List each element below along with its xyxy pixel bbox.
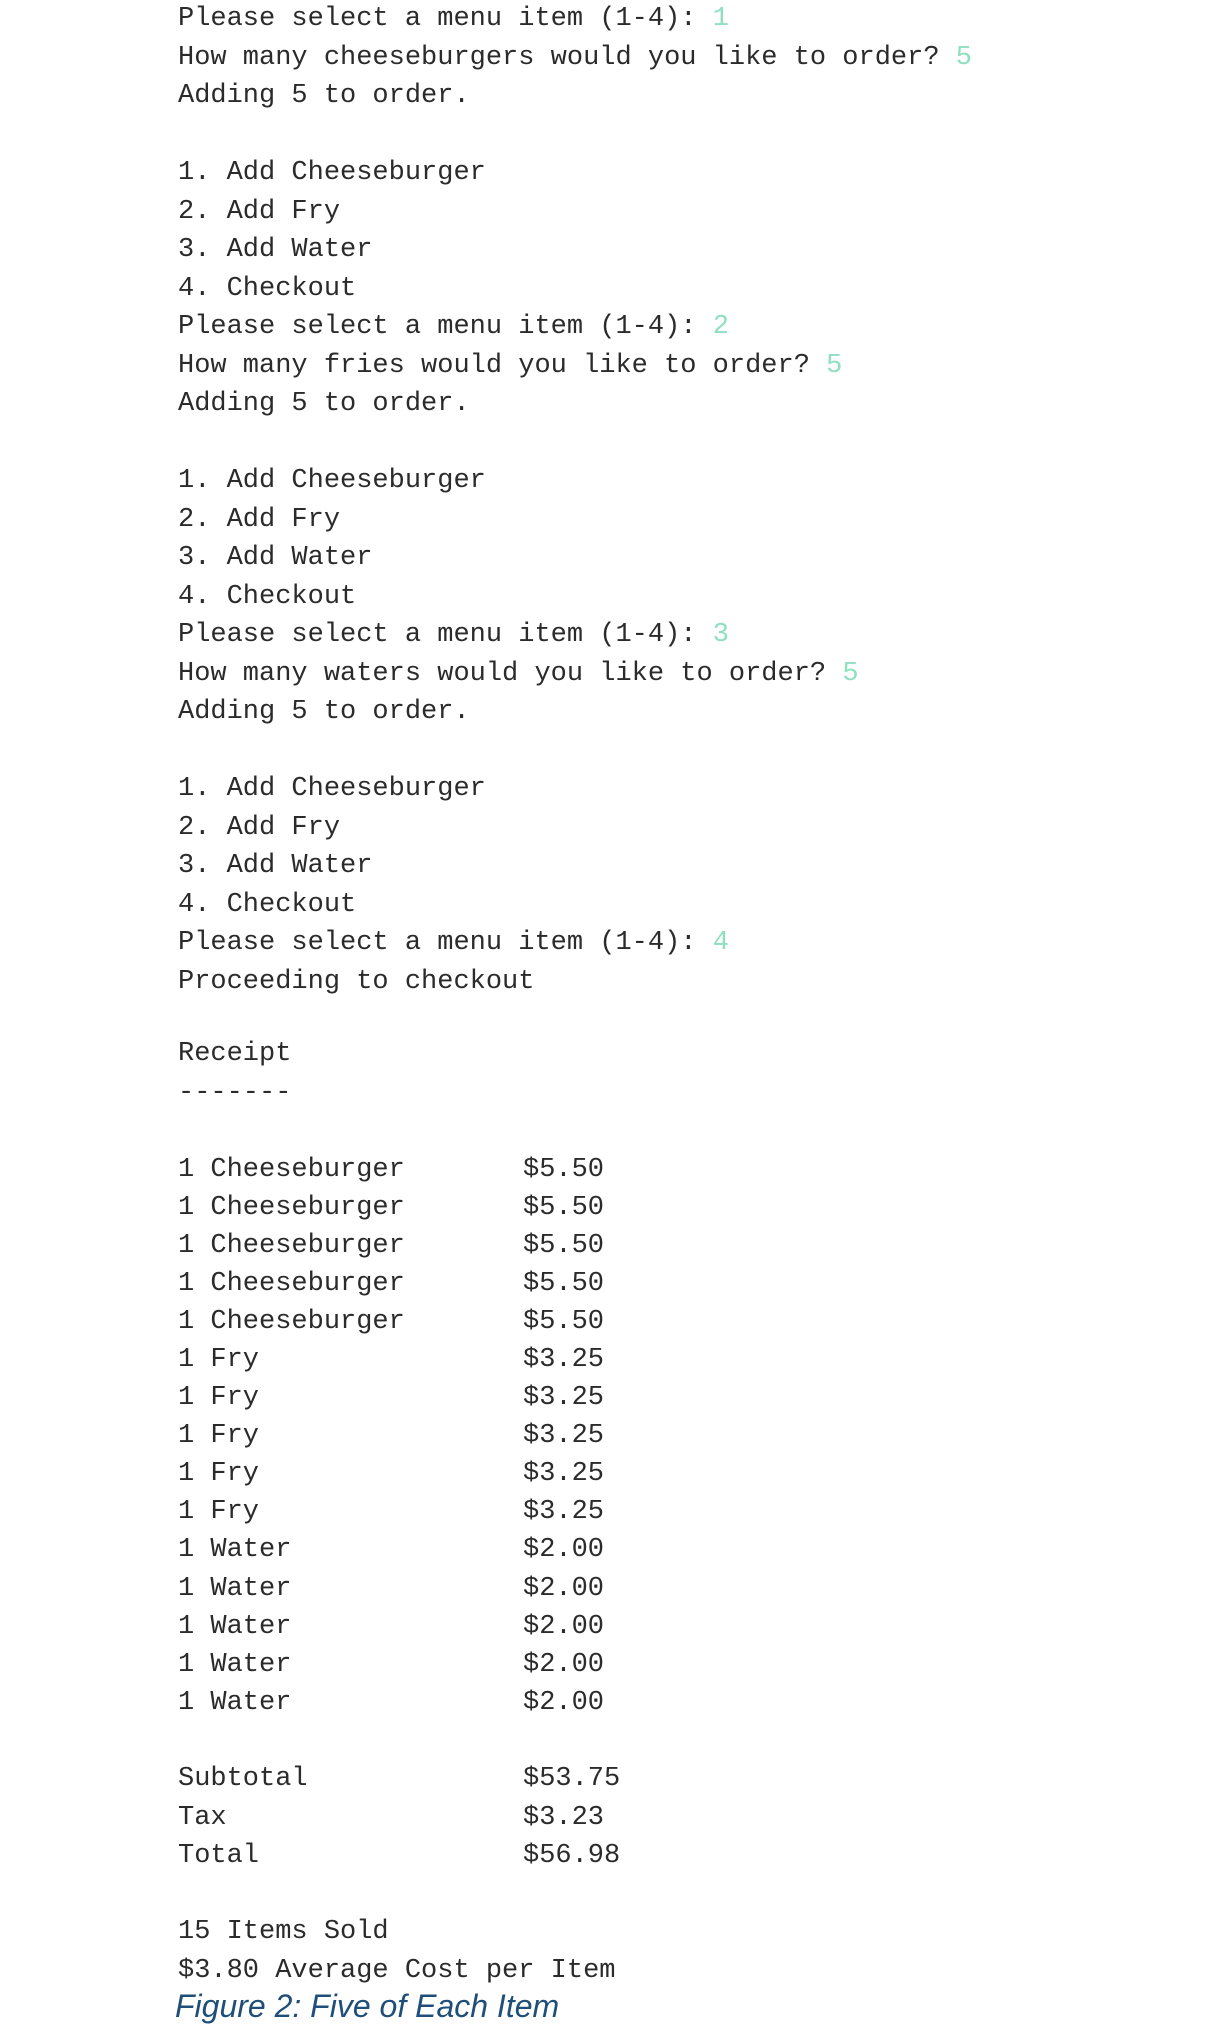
prompt-line: [178, 924, 1178, 963]
item-name: 1 Water: [178, 1649, 292, 1680]
receipt-line-item: [178, 1303, 1178, 1341]
item-name: 1 Fry: [178, 1344, 260, 1375]
receipt-line-item: [178, 1189, 1178, 1227]
item-name: 1 Cheeseburger: [178, 1268, 405, 1299]
session-log: [178, 0, 1178, 1001]
item-price: $3.25: [523, 1497, 605, 1528]
output-line: Adding 5 to order.: [178, 389, 470, 419]
receipt-line-item: [178, 1531, 1178, 1569]
receipt-line-item: [178, 1417, 1178, 1455]
user-input: 2: [712, 312, 729, 342]
user-input: 1: [712, 4, 729, 34]
output-line: Proceeding to checkout: [178, 966, 535, 997]
user-input: 5: [826, 350, 843, 381]
item-name: 1 Water: [178, 1535, 292, 1566]
receipt-line-item: [178, 1265, 1178, 1303]
receipt-totals: [178, 1760, 1178, 1874]
total-row: [178, 1837, 1178, 1875]
menu-option: 2. Add Fry: [178, 196, 341, 227]
total-row: [178, 1760, 1178, 1798]
prompt-text: How many waters would you like to order?: [178, 658, 843, 689]
menu-option: 4. Checkout: [178, 581, 357, 612]
menu-option: 3. Add Water: [178, 543, 373, 573]
menu-option: 1. Add Cheeseburger: [178, 774, 486, 804]
item-price: $2.00: [523, 1573, 605, 1604]
item-name: 1 Cheeseburger: [178, 1230, 405, 1261]
menu-option: 2. Add Fry: [178, 812, 341, 843]
receipt-title: Receipt: [178, 1039, 292, 1069]
console-output: [178, 0, 1178, 1990]
item-price: $2.00: [523, 1611, 605, 1642]
item-price: $5.50: [523, 1306, 605, 1337]
prompt-line: [178, 308, 1178, 347]
item-name: 1 Fry: [178, 1459, 260, 1490]
menu-option: 3. Add Water: [178, 235, 373, 265]
receipt-line-item: [178, 1608, 1178, 1646]
item-price: $5.50: [523, 1230, 605, 1261]
prompt-text: Please select a menu item (1-4):: [178, 312, 713, 342]
item-price: $3.25: [523, 1459, 605, 1490]
output-line: Adding 5 to order.: [178, 81, 470, 111]
receipt-line-item: [178, 1151, 1178, 1189]
prompt-text: How many cheeseburgers would you like to order?: [178, 42, 956, 73]
receipt-items: [178, 1151, 1178, 1722]
item-price: $3.25: [523, 1421, 605, 1452]
menu-option: 4. Checkout: [178, 273, 357, 304]
total-value: $3.23: [523, 1802, 605, 1833]
total-label: Subtotal: [178, 1764, 308, 1795]
menu-option: 1. Add Cheeseburger: [178, 466, 486, 496]
menu-option: 1. Add Cheeseburger: [178, 158, 486, 188]
user-input: 5: [842, 658, 859, 689]
figure-caption: Figure 2: Five of Each Item: [175, 1988, 560, 2024]
total-value: $53.75: [523, 1764, 621, 1795]
item-name: 1 Fry: [178, 1497, 260, 1528]
total-label: Total: [178, 1840, 260, 1871]
item-name: 1 Cheeseburger: [178, 1306, 405, 1337]
receipt-line-item: [178, 1493, 1178, 1531]
prompt-text: Please select a menu item (1-4):: [178, 620, 713, 650]
item-price: $2.00: [523, 1535, 605, 1566]
menu-option: 2. Add Fry: [178, 504, 341, 535]
total-row: [178, 1799, 1178, 1837]
item-price: $5.50: [523, 1192, 605, 1223]
item-name: 1 Fry: [178, 1383, 260, 1414]
total-value: $56.98: [523, 1840, 621, 1871]
receipt-line-item: [178, 1379, 1178, 1417]
items-sold: 15 Items Sold: [178, 1917, 389, 1948]
prompt-text: Please select a menu item (1-4):: [178, 928, 713, 958]
item-price: $3.25: [523, 1344, 605, 1375]
menu-option: 4. Checkout: [178, 889, 357, 920]
item-price: $2.00: [523, 1687, 605, 1718]
prompt-line: [178, 39, 1178, 78]
item-name: 1 Water: [178, 1573, 292, 1604]
item-name: 1 Cheeseburger: [178, 1154, 405, 1185]
user-input: 5: [955, 42, 972, 73]
item-name: 1 Cheeseburger: [178, 1192, 405, 1223]
receipt-line-item: [178, 1646, 1178, 1684]
receipt-line-item: [178, 1227, 1178, 1265]
item-price: $5.50: [523, 1154, 605, 1185]
item-price: $2.00: [523, 1649, 605, 1680]
total-label: Tax: [178, 1802, 227, 1833]
menu-option: 3. Add Water: [178, 851, 373, 881]
item-name: 1 Fry: [178, 1421, 260, 1452]
prompt-line: [178, 655, 1178, 694]
receipt-line-item: [178, 1570, 1178, 1608]
item-name: 1 Water: [178, 1611, 292, 1642]
prompt-line: [178, 616, 1178, 655]
item-price: $3.25: [523, 1383, 605, 1414]
receipt-line-item: [178, 1455, 1178, 1493]
item-name: 1 Water: [178, 1687, 292, 1718]
receipt-line-item: [178, 1341, 1178, 1379]
receipt-rule: -------: [178, 1077, 292, 1108]
output-line: Adding 5 to order.: [178, 697, 470, 727]
receipt-line-item: [178, 1684, 1178, 1722]
prompt-text: Please select a menu item (1-4):: [178, 4, 713, 34]
item-price: $5.50: [523, 1268, 605, 1299]
prompt-line: [178, 0, 1178, 39]
prompt-text: How many fries would you like to order?: [178, 350, 827, 381]
average-cost: $3.80 Average Cost per Item: [178, 1955, 616, 1986]
user-input: 3: [712, 620, 729, 650]
user-input: 4: [712, 928, 729, 958]
prompt-line: [178, 347, 1178, 386]
